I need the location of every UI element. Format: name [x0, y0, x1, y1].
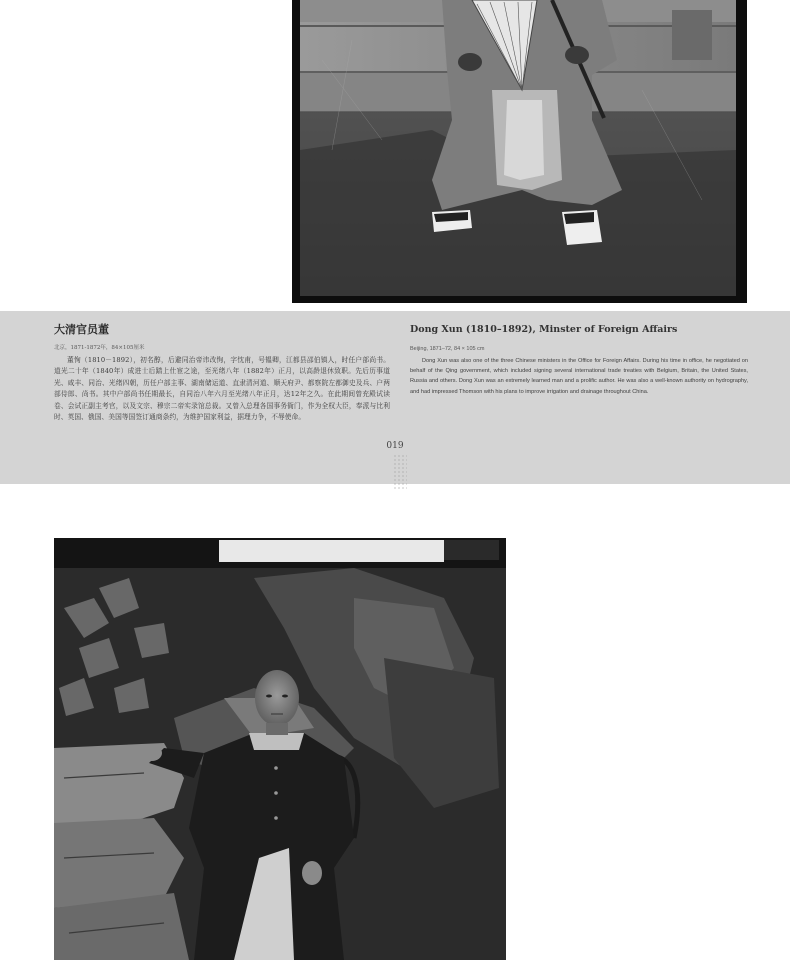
english-caption-title: Dong Xun (1810–1892), Minster of Foreign Affairs [410, 324, 678, 335]
top-photograph [292, 0, 747, 303]
chinese-caption [54, 323, 390, 423]
bottom-photograph [54, 538, 506, 960]
english-caption-body: Dong Xun was also one of the three Chinese ministers in the Office for Foreign Affairs. During his time in office, he negotiated on behalf of the Qing government, which included signing several international trade treaties with Belgium, Britain, the United States, Russia and others. Dong Xun was an extremely learned man and a prolific author. He was also a well-known authority on hydrography, and had impressed Thomson with his plans to improve irrigation and drainage throughout China. [410, 358, 748, 395]
chinese-caption-body: 董恂（1810－1892），初名醇，后避同治帝讳改恂，字忱甫，号韫卿，江都县邵伯镇人，时任户部尚书。道光二十年（1840年）成进士后踏上仕宦之途，至光绪八年（1882年）正月，以高龄退休致职。先后历事道光、咸丰、同治、光绪四朝，历任户部主事、湖南储运道、直隶清河道、顺天府尹、都察院左都御史及兵、户两部侍郎、尚书。其中户部尚书任期最长，自同治八年六月至光绪八年正月，达12年之久。在此期间曾充殿试读卷、会试正副主考官，以及文宗、穆宗二帝实录馆总裁。又曾入总理各国事务衙门，作为全权大臣，奉派与比利时、英国、俄国、美国等国签订通商条约，为维护国家利益，据理力争，不辱使命。 [54, 356, 390, 422]
caption-band [0, 311, 790, 484]
english-caption [410, 323, 748, 397]
page-number: 019 [386, 441, 404, 451]
chinese-caption-title: 大清官员董 [54, 323, 109, 336]
chinese-caption-meta: 北京，1871-1872年，84×105厘米 [54, 345, 145, 351]
english-caption-meta: Beijing, 1871–72, 84 × 105 cm [410, 346, 485, 352]
dotted-ornament [393, 454, 407, 490]
